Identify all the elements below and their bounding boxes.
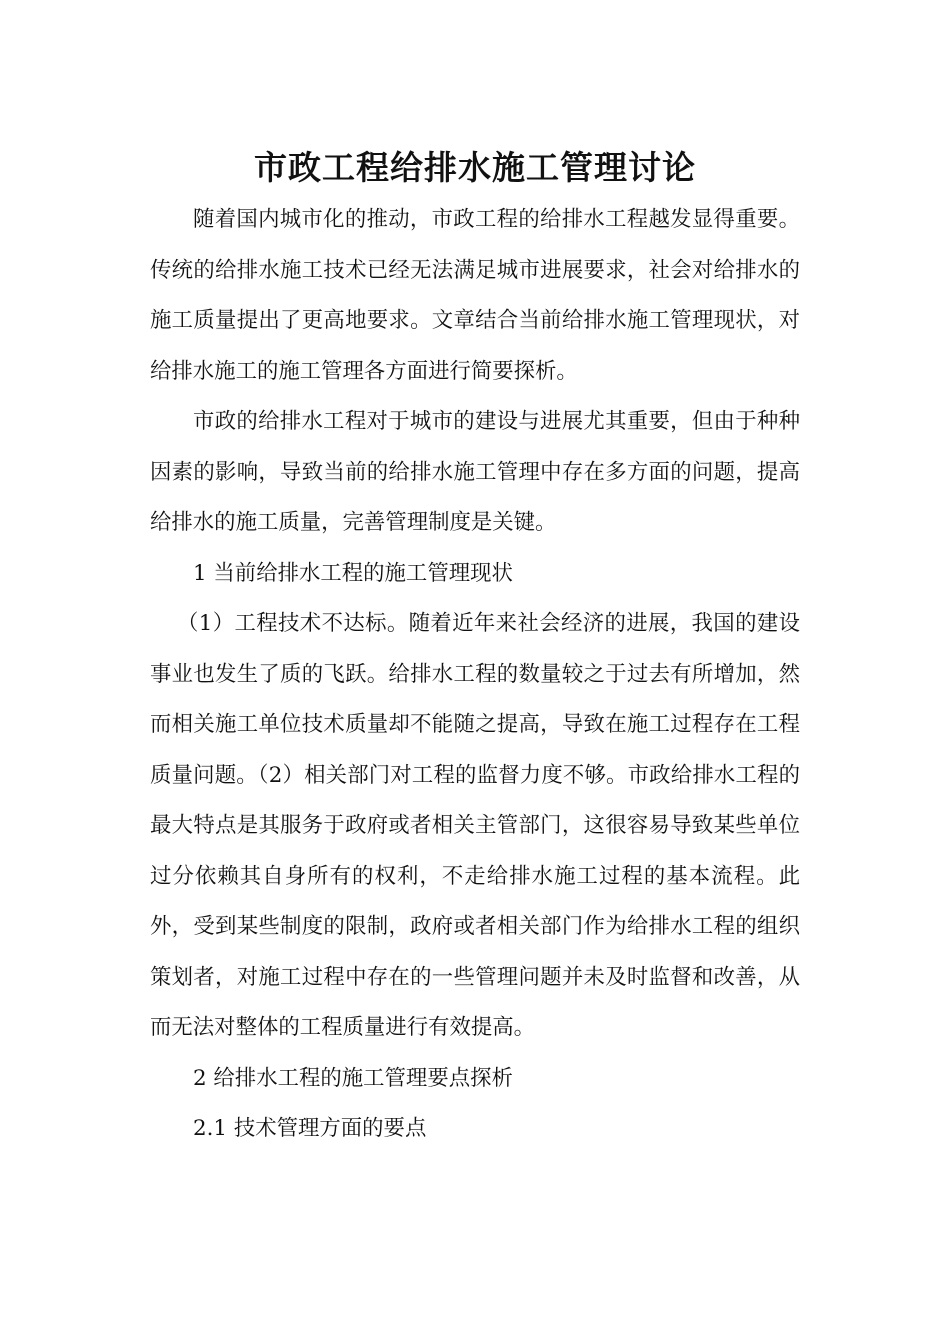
subsection-heading-2-1: 2.1 技术管理方面的要点 <box>193 1116 427 1141</box>
paragraph-status: （1）工程技术不达标。随着近年来社会经济的进展，我国的建设事业也发生了质的飞跃。给排水工程的数量较之于过去有所增加，然而相关施工单位技术质量却不能随之提高，导致在施工过程存在工程质量问题。（2）相关部门对工程的监督力度不够。市政给排水工程的最大特点是其服务于政府或者相关主管部门，这很容易导致某些单位过分依赖其自身所有的权利，不走给排水施工过程的基本流程。此外，受到某些制度的限制，政府或者相关部门作为给排水工程的组织策划者，对施工过程中存在的一些管理问题并未及时监督和改善，从而无法对整体的工程质量进行有效提高。 <box>150 611 800 1040</box>
document-body <box>150 195 800 1155</box>
section-heading-1: 1 当前给排水工程的施工管理现状 <box>193 560 513 586</box>
section-heading-2: 2 给排水工程的施工管理要点探析 <box>193 1065 513 1091</box>
paragraph-intro: 随着国内城市化的推动，市政工程的给排水工程越发显得重要。传统的给排水施工技术已经无法满足城市进展要求，社会对给排水的施工质量提出了更高地要求。文章结合当前给排水施工管理现状，对给排水施工的施工管理各方面进行简要探析。 <box>150 207 800 384</box>
document-title: 市政工程给排水施工管理讨论 <box>254 148 696 188</box>
paragraph-background: 市政的给排水工程对于城市的建设与进展尤其重要，但由于种种因素的影响，导致当前的给排水施工管理中存在多方面的问题，提高给排水的施工质量，完善管理制度是关键。 <box>150 409 800 535</box>
